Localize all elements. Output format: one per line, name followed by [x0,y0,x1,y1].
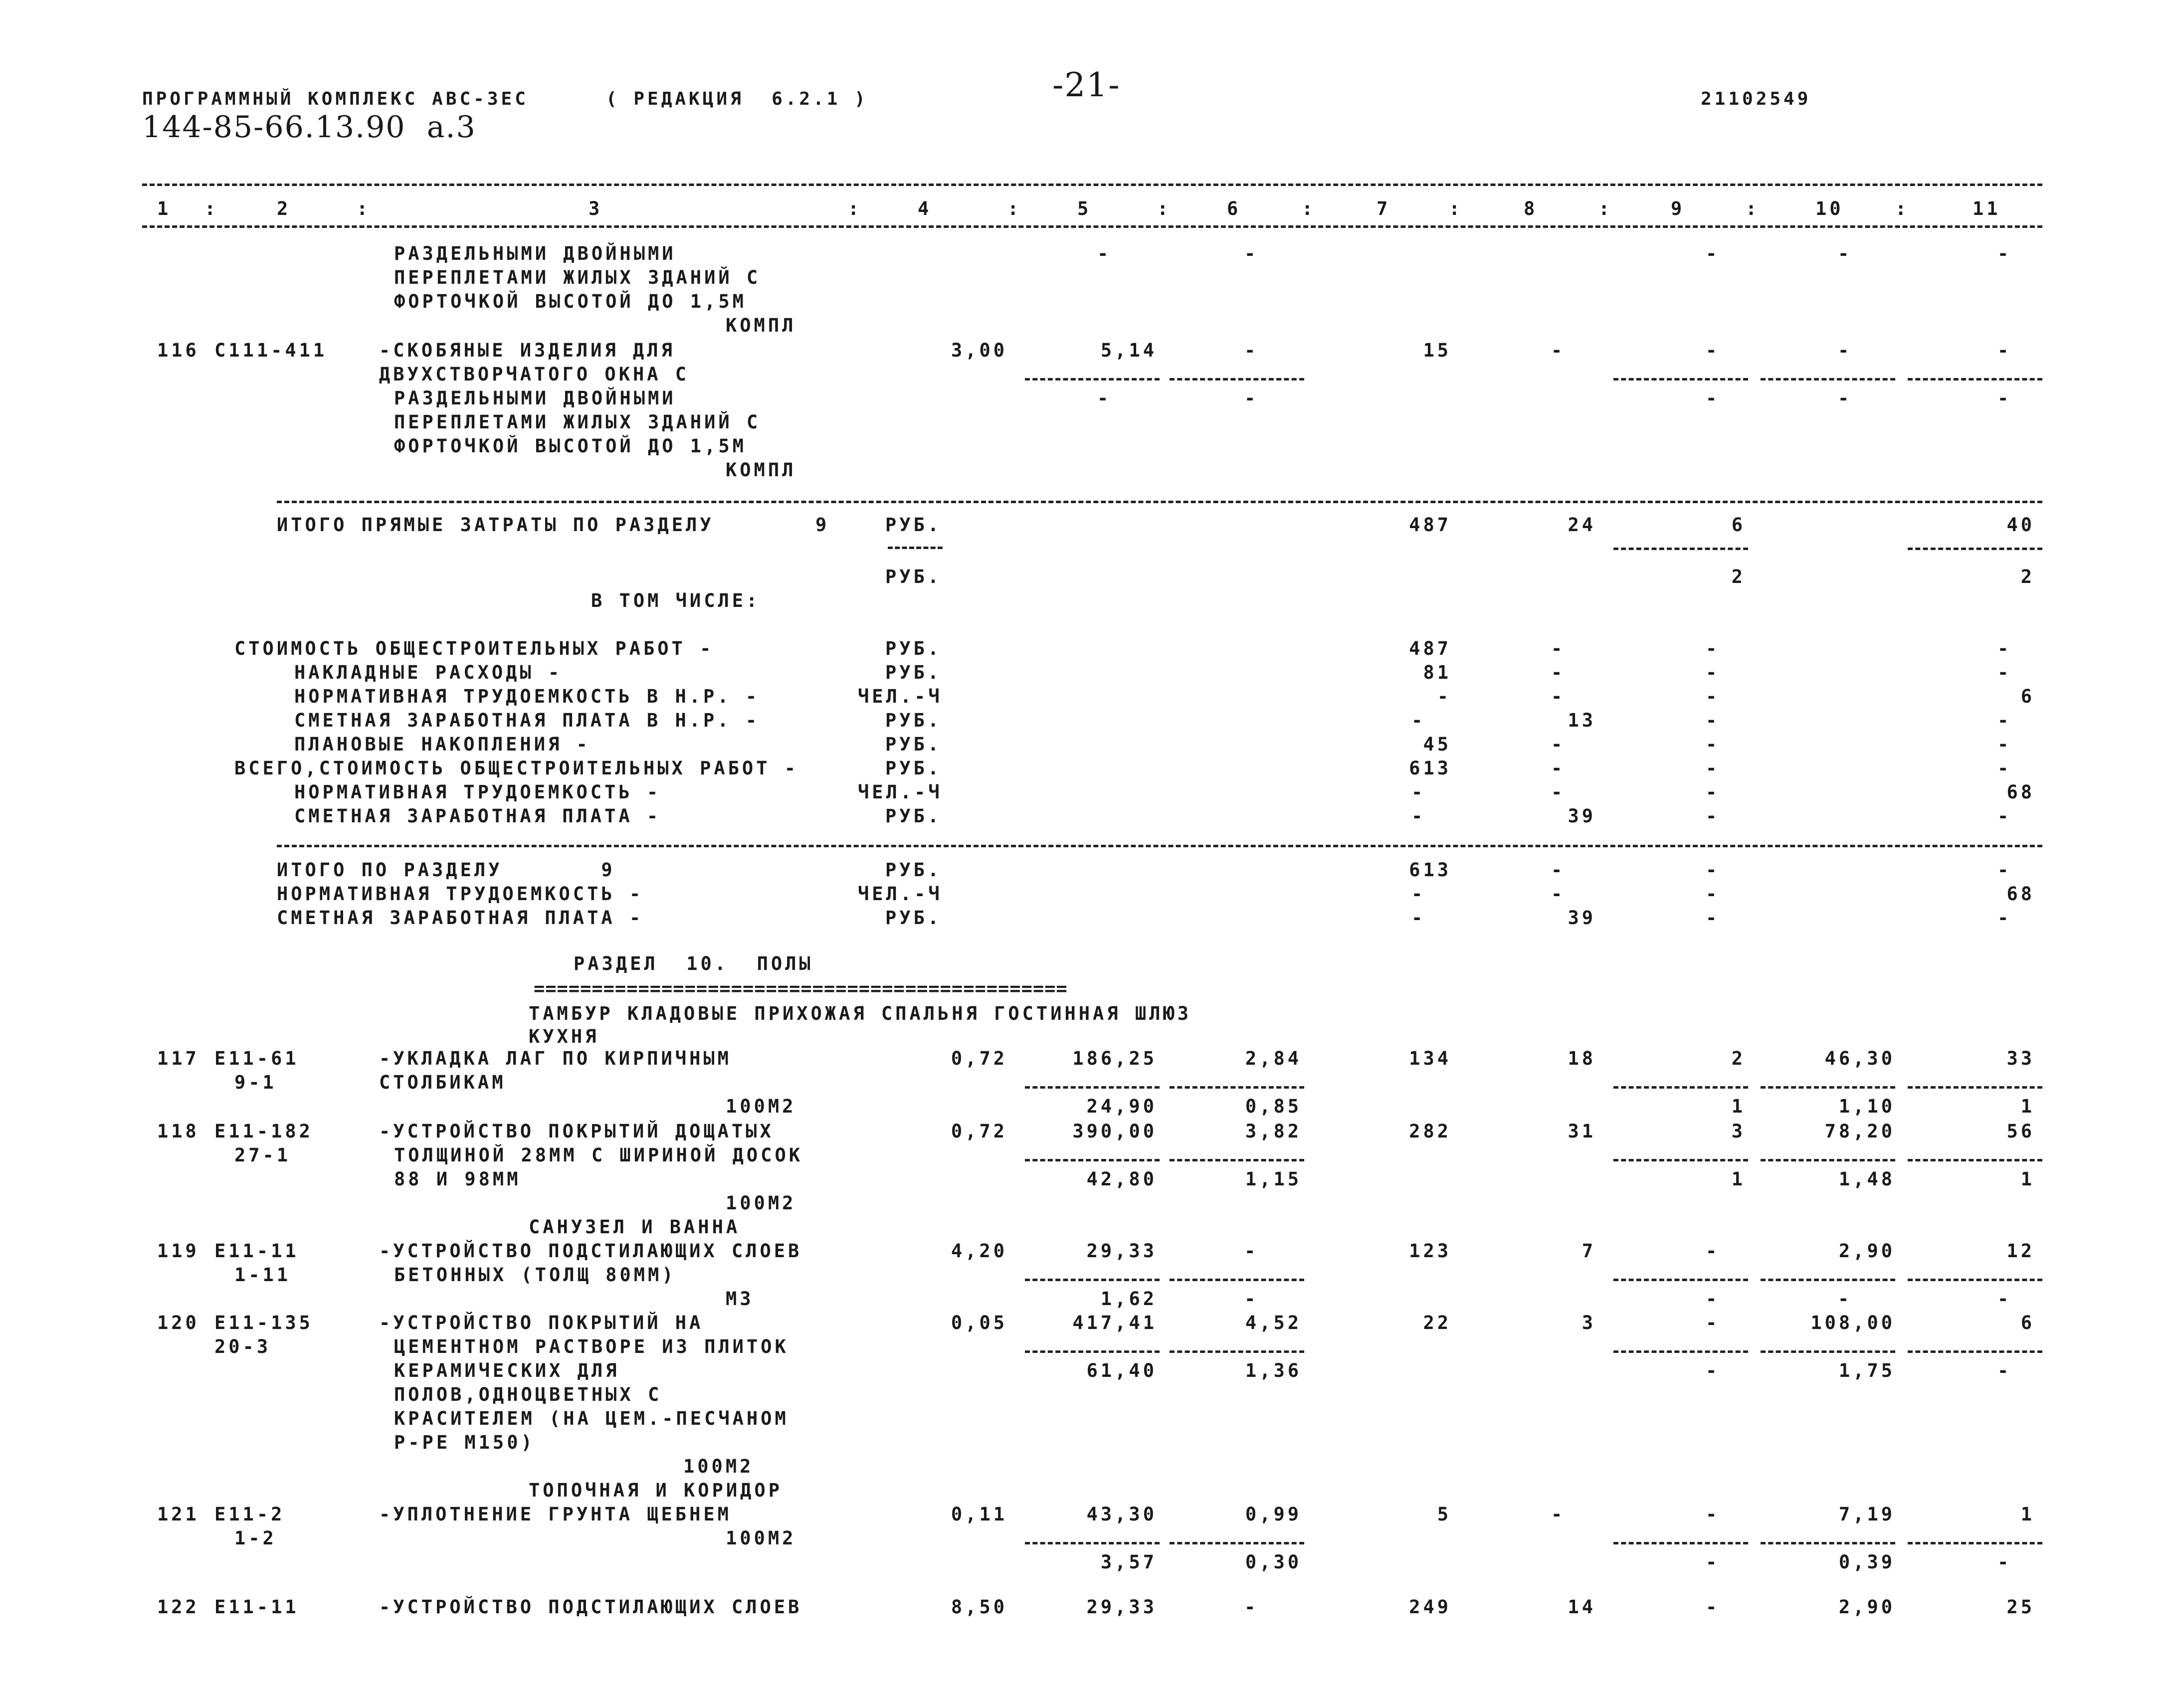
breakdown-unit: РУБ. [885,734,942,755]
breakdown-unit: РУБ. [885,758,942,779]
cell-c7: 5 [1437,1504,1451,1525]
cell-rule [1170,1086,1304,1089]
cell-rule [1613,1542,1748,1544]
cell-c8: - [1551,859,1566,881]
cell-c8: 39 [1568,907,1596,929]
cell-c7: 123 [1409,1240,1451,1262]
section-total-unit: ЧЕЛ.-Ч [858,883,943,905]
col-9-label: 9 [1671,198,1685,219]
cell-c5: 43,30 [1086,1504,1157,1525]
section-total-label: ИТОГО ПО РАЗДЕЛУ 9 [277,859,615,881]
cell-c7: 613 [1409,859,1451,881]
cell-c9: - [1706,686,1720,707]
col-sep: : [848,198,862,219]
cell-c11: 6 [2020,1312,2035,1333]
totals-section: 9 [815,514,830,536]
row-text: -СКОБЯНЫЕ ИЗДЕЛИЯ ДЛЯ [379,340,675,361]
row-number: 121 [157,1504,199,1525]
program-edition: ( РЕДАКЦИЯ 6.2.1 ) [606,89,868,109]
row-text: ДВУХСТВОРЧАТОГО ОКНА С [379,364,690,385]
breakdown-unit: РУБ. [885,662,942,683]
totals-c11: 40 [2006,514,2035,536]
cell-c7: - [1411,883,1426,905]
row-code: Е11-11 [214,1596,299,1618]
cell-c9: - [1706,638,1720,659]
cell-rule [1170,378,1304,380]
cell-c6b: 1,15 [1245,1168,1302,1190]
cell-c8: 31 [1568,1121,1596,1142]
totals-c9b: 2 [1731,566,1746,587]
breakdown-label: ВСЕГО,СТОИМОСТЬ ОБЩЕСТРОИТЕЛЬНЫХ РАБОТ - [234,758,799,779]
row-code: Е11-135 [214,1312,313,1333]
cell-c8: 18 [1568,1048,1596,1069]
row-text: -УСТРОЙСТВО ПОДСТИЛАЮЩИХ СЛОЕВ [379,1596,802,1618]
rooms-heading: ТОПОЧНАЯ И КОРИДОР [529,1480,783,1501]
cell-c10: 7,19 [1838,1504,1895,1525]
row-text: -УСТРОЙСТВО ПОКРЫТИЙ ДОЩАТЫХ [379,1121,774,1142]
cell-rule [1025,1086,1160,1089]
cell-rule [1613,1159,1748,1161]
row-text: ЦЕМЕНТНОМ РАСТВОРЕ ИЗ ПЛИТОК [394,1336,789,1357]
cell-c7: 613 [1409,758,1451,779]
row-code-2: 20-3 [214,1336,271,1357]
row-text: ПОЛОВ,ОДНОЦВЕТНЫХ С [394,1384,662,1405]
cell-rule [1761,1350,1895,1353]
cell-c9: - [1706,340,1720,361]
cell-c9: - [1706,883,1720,905]
cell-c10: 108,00 [1810,1312,1895,1333]
row-text: -УПЛОТНЕНИЕ ГРУНТА ЩЕБНЕМ [379,1504,732,1525]
section-total-unit: РУБ. [885,859,942,881]
cell-c7: 487 [1409,638,1451,659]
cell-c9: - [1706,859,1720,881]
col-11-label: 11 [1973,198,2001,219]
col-5-label: 5 [1077,198,1092,219]
cell-c11: 6 [2020,686,2035,707]
cell-c6b: 1,36 [1245,1360,1302,1381]
cell-c7: 22 [1423,1312,1451,1333]
col-sep: : [1157,198,1172,219]
cell-rule [1025,1542,1160,1544]
cell-rule [1908,1279,2042,1281]
col-sep: : [1746,198,1760,219]
cell-rule [1025,1350,1160,1353]
cell: - [1997,387,2012,409]
unit-rule [888,547,943,549]
row-code: С111-411 [214,340,328,361]
cell-c11: - [1997,758,2012,779]
cell-rule [1908,1542,2042,1544]
cell: - [1244,387,1259,409]
cell-rule [1170,1350,1304,1353]
col-sep: : [1302,198,1316,219]
cell-c11: - [1997,638,2012,659]
row-number: 119 [157,1240,199,1262]
section-underline: ============================================== [534,978,1068,999]
totals-c8: 24 [1568,514,1596,536]
breakdown-label: СМЕТНАЯ ЗАРАБОТНАЯ ПЛАТА - [294,805,661,827]
row-unit: 100М2 [683,1456,754,1477]
cell-c11: - [1997,907,2012,929]
cell-c4: 3,00 [951,340,1007,361]
cell-c5: 5,14 [1100,340,1157,361]
cell-c8: - [1551,883,1566,905]
row-text: КРАСИТЕЛЕМ (НА ЦЕМ.-ПЕСЧАНОМ [394,1408,789,1429]
cell-c7: - [1411,907,1426,929]
rooms-heading: ТАМБУР КЛАДОВЫЕ ПРИХОЖАЯ СПАЛЬНЯ ГОСТИННАЯ ШЛЮЗ [529,1003,1191,1024]
cell-rule [1908,548,2042,550]
cell-c8: 13 [1568,710,1596,731]
cell-c6: - [1244,340,1259,361]
cell-c11: 1 [2020,1504,2035,1525]
cell-c5b: 24,90 [1086,1096,1157,1117]
cell-c5b: 3,57 [1100,1551,1157,1573]
cell-rule [1761,1542,1895,1544]
document-code: 21102549 [1701,89,1811,109]
cell-rule [1613,548,1748,550]
row-number: 120 [157,1312,199,1333]
cell-c9: - [1706,1596,1720,1618]
section-title: РАЗДЕЛ 10. ПОЛЫ [574,953,813,974]
col-1-label: 1 [157,198,172,219]
row-code-2: 1-2 [234,1527,277,1549]
cell: - [1097,387,1112,409]
row-number: 118 [157,1121,199,1142]
totals-label: ИТОГО ПРЯМЫЕ ЗАТРАТЫ ПО РАЗДЕЛУ [277,514,714,536]
cell-rule [1170,1279,1304,1281]
row-unit: КОМПЛ [726,315,796,336]
cell-c6: 4,52 [1245,1312,1302,1333]
cell-c9: - [1706,1504,1720,1525]
cell-c4: 0,72 [951,1048,1007,1069]
row-text: РАЗДЕЛЬНЫМИ ДВОЙНЫМИ [394,387,676,409]
cell-c8: - [1551,1504,1566,1525]
row-text: КЕРАМИЧЕСКИХ ДЛЯ [394,1360,620,1381]
cell-c8: - [1551,686,1566,707]
cell-c6: 2,84 [1245,1048,1302,1069]
cell-c9: - [1706,907,1720,929]
row-text: Р-РЕ М150) [394,1432,535,1453]
breakdown-unit: РУБ. [885,805,942,827]
col-10-label: 10 [1815,198,1844,219]
breakdown-label: СТОИМОСТЬ ОБЩЕСТРОИТЕЛЬНЫХ РАБОТ - [234,638,714,659]
cell-c6: - [1244,1240,1259,1262]
cell-rule [1908,1159,2042,1161]
page-number: -21- [1052,66,1121,104]
cell-rule [1025,1159,1160,1161]
cell-c8: 14 [1568,1596,1596,1618]
cell-c7: - [1411,781,1426,803]
cell: - [1838,387,1852,409]
cell-c5: 29,33 [1086,1596,1157,1618]
cell-rule [1761,1159,1895,1161]
cell-rule [1761,1086,1895,1089]
col-sep: : [1007,198,1022,219]
cell: - [1244,243,1259,264]
row-unit: КОМПЛ [726,459,796,481]
totals-unit: РУБ. [885,514,942,536]
col-7-label: 7 [1377,198,1391,219]
cell-c9: 2 [1731,1048,1746,1069]
row-text: ТОЛЩИНОЙ 28ММ С ШИРИНОЙ ДОСОК [394,1144,803,1166]
cell: - [1997,243,2012,264]
row-code: Е11-2 [214,1504,285,1525]
cell-c9: - [1706,781,1720,803]
cell-rule [1170,1542,1304,1544]
cell-rule [1025,1279,1160,1281]
program-name: ПРОГРАММНЫЙ КОМПЛЕКС АВС-3ЕС [142,89,529,109]
cell-rule [1908,1350,2042,1353]
cell-c6b: 0,85 [1245,1096,1302,1117]
cell-c11: - [1997,340,2012,361]
cell-c8: - [1551,781,1566,803]
cell-c11: 68 [2006,883,2035,905]
cell-c11: - [1997,662,2012,683]
row-text: -УСТРОЙСТВО ПОКРЫТИЙ НА [379,1312,704,1333]
col-sep: : [357,198,371,219]
cell-c6: 3,82 [1245,1121,1302,1142]
header-rule-top [142,184,2042,186]
cell-c9b: - [1706,1360,1720,1381]
cell-c8: - [1551,758,1566,779]
cell-c11: 25 [2006,1596,2035,1618]
row-text: -УКЛАДКА ЛАГ ПО КИРПИЧНЫМ [379,1048,732,1069]
totals-c11b: 2 [2020,566,2035,587]
cell-c9: - [1706,710,1720,731]
cell-c7: - [1437,686,1451,707]
cell-c5b: 42,80 [1086,1168,1157,1190]
cell-c8: - [1551,662,1566,683]
cell-c10: 2,90 [1838,1240,1895,1262]
cell-rule [1613,1350,1748,1353]
cell-c11b: 1 [2020,1168,2035,1190]
rooms-heading: САНУЗЕЛ И ВАННА [529,1216,741,1238]
cell-c10: 78,20 [1824,1121,1895,1142]
cell-c8: - [1551,638,1566,659]
cell-c5: 186,25 [1072,1048,1157,1069]
row-number: 122 [157,1596,199,1618]
section-rule [277,845,2042,847]
row-text: ПЕРЕПЛЕТАМИ ЖИЛЫХ ЗДАНИЙ С [394,411,761,433]
cell-rule [1613,378,1748,380]
row-code: Е11-11 [214,1240,299,1262]
row-text: 88 И 98ММ [394,1168,521,1190]
cell-rule [1761,378,1895,380]
row-code: Е11-182 [214,1121,313,1142]
cell-c9: - [1706,1240,1720,1262]
col-8-label: 8 [1524,198,1538,219]
cell-c10b: 1,48 [1838,1168,1895,1190]
cell-c9b: 1 [1731,1168,1746,1190]
cell-c9: - [1706,805,1720,827]
cell: - [1706,243,1720,264]
row-text: БЕТОННЫХ (ТОЛЩ 80ММ) [394,1264,676,1286]
cell-c6: 0,99 [1245,1504,1302,1525]
cell-c11: - [1997,805,2012,827]
breakdown-label: НОРМАТИВНАЯ ТРУДОЕМКОСТЬ В Н.Р. - [294,686,760,707]
cell-c7: 15 [1423,340,1451,361]
col-3-label: 3 [589,198,603,219]
cell-c10b: 1,75 [1838,1360,1895,1381]
cell-c9b: - [1706,1288,1720,1310]
cell-c4: 4,20 [951,1240,1007,1262]
cell-rule [1908,1086,2042,1089]
cell-c9: - [1706,1312,1720,1333]
row-code-2: 9-1 [234,1072,277,1093]
totals-unit-2: РУБ. [885,566,942,587]
breakdown-label: НАКЛАДНЫЕ РАСХОДЫ - [294,662,563,683]
totals-c9: 6 [1731,514,1746,536]
breakdown-label: СМЕТНАЯ ЗАРАБОТНАЯ ПЛАТА В Н.Р. - [294,710,760,731]
cell-c11b: 1 [2020,1096,2035,1117]
cell: - [1838,243,1852,264]
breakdown-unit: РУБ. [885,710,942,731]
handwritten-reference: 144-85-66.13.90 а.3 [142,110,476,145]
row-unit: 100М2 [726,1527,796,1549]
cell-c9: 3 [1731,1121,1746,1142]
cell-rule [1025,378,1160,380]
cell-c5b: 61,40 [1086,1360,1157,1381]
row-code-2: 1-11 [234,1264,291,1286]
cell-c11: - [1997,710,2012,731]
cell-c11: 68 [2006,781,2035,803]
row-code-2: 27-1 [234,1144,291,1166]
col-4-label: 4 [918,198,932,219]
row-text: -УСТРОЙСТВО ПОДСТИЛАЮЩИХ СЛОЕВ [379,1240,802,1262]
row-unit: 100М2 [726,1192,796,1214]
cell-c10b: - [1838,1288,1852,1310]
cell-c11b: - [1997,1288,2012,1310]
breakdown-label: ПЛАНОВЫЕ НАКОПЛЕНИЯ - [294,734,591,755]
cell-c10b: 0,39 [1838,1551,1895,1573]
cell-rule [1613,1279,1748,1281]
cell-c7: 81 [1423,662,1451,683]
row-unit: 100М2 [726,1096,796,1117]
cell-rule [1170,1159,1304,1161]
cell-c11b: - [1997,1360,2012,1381]
including-label: В ТОМ ЧИСЛЕ: [591,590,761,611]
col-sep: : [204,198,219,219]
cell-c9: - [1706,758,1720,779]
row-text: РАЗДЕЛЬНЫМИ ДВОЙНЫМИ [394,243,676,264]
cell: - [1706,387,1720,409]
cell-c9b: - [1706,1551,1720,1573]
col-sep: : [1895,198,1910,219]
row-text: ФОРТОЧКОЙ ВЫСОТОЙ ДО 1,5М [394,435,747,457]
col-sep: : [1598,198,1613,219]
cell-c4: 8,50 [951,1596,1007,1618]
cell-c7: - [1411,710,1426,731]
cell-c5: 390,00 [1072,1121,1157,1142]
cell-c7: 249 [1409,1596,1451,1618]
cell-c10: 46,30 [1824,1048,1895,1069]
row-unit: М3 [726,1288,754,1310]
cell-c10b: 1,10 [1838,1096,1895,1117]
breakdown-label: НОРМАТИВНАЯ ТРУДОЕМКОСТЬ - [294,781,661,803]
row-code: Е11-61 [214,1048,299,1069]
cell-c4: 0,72 [951,1121,1007,1142]
cell-c10: 2,90 [1838,1596,1895,1618]
cell-c5b: 1,62 [1100,1288,1157,1310]
col-6-label: 6 [1227,198,1241,219]
cell-c7: - [1411,805,1426,827]
cell-c9b: 1 [1731,1096,1746,1117]
cell-c8: - [1551,340,1566,361]
cell-c11b: - [1997,1551,2012,1573]
cell-c9: - [1706,662,1720,683]
breakdown-unit: ЧЕЛ.-Ч [858,781,943,803]
cell-c6b: - [1244,1288,1259,1310]
cell-c8: 3 [1582,1312,1596,1333]
cell-c11: 12 [2006,1240,2035,1262]
cell-c11: 33 [2006,1048,2035,1069]
cell-c8: 39 [1568,805,1596,827]
cell-c7: 45 [1423,734,1451,755]
cell-rule [1613,1086,1748,1089]
cell-c7: 282 [1409,1121,1451,1142]
col-sep: : [1449,198,1463,219]
cell-c4: 0,11 [951,1504,1007,1525]
cell-c10: - [1838,340,1852,361]
cell-c8: - [1551,734,1566,755]
cell-c11: - [1997,734,2012,755]
cell-c9: - [1706,734,1720,755]
cell-c11: 56 [2006,1121,2035,1142]
row-text: ФОРТОЧКОЙ ВЫСОТОЙ ДО 1,5М [394,291,747,312]
cell-c8: 7 [1582,1240,1596,1262]
cell-rule [1761,1279,1895,1281]
cell-c5: 417,41 [1072,1312,1157,1333]
row-text: СТОЛБИКАМ [379,1072,506,1093]
cell-c6b: 0,30 [1245,1551,1302,1573]
col-2-label: 2 [277,198,291,219]
section-total-label: СМЕТНАЯ ЗАРАБОТНАЯ ПЛАТА - [277,907,644,929]
breakdown-unit: ЧЕЛ.-Ч [858,686,943,707]
cell-c5: 29,33 [1086,1240,1157,1262]
cell: - [1097,243,1112,264]
section-total-unit: РУБ. [885,907,942,929]
cell-c4: 0,05 [951,1312,1007,1333]
row-text: ПЕРЕПЛЕТАМИ ЖИЛЫХ ЗДАНИЙ С [394,267,761,288]
section-total-label: НОРМАТИВНАЯ ТРУДОЕМКОСТЬ - [277,883,644,905]
header-rule-bottom [142,225,2042,228]
cell-c7: 134 [1409,1048,1451,1069]
breakdown-unit: РУБ. [885,638,942,659]
row-number: 116 [157,340,199,361]
cell-c6: - [1244,1596,1259,1618]
section-rule [277,501,2042,503]
cell-c11: - [1997,859,2012,881]
cell-rule [1908,378,2042,380]
row-number: 117 [157,1048,199,1069]
totals-c7: 487 [1409,514,1451,536]
rooms-heading-cont: КУХНЯ [529,1026,599,1047]
